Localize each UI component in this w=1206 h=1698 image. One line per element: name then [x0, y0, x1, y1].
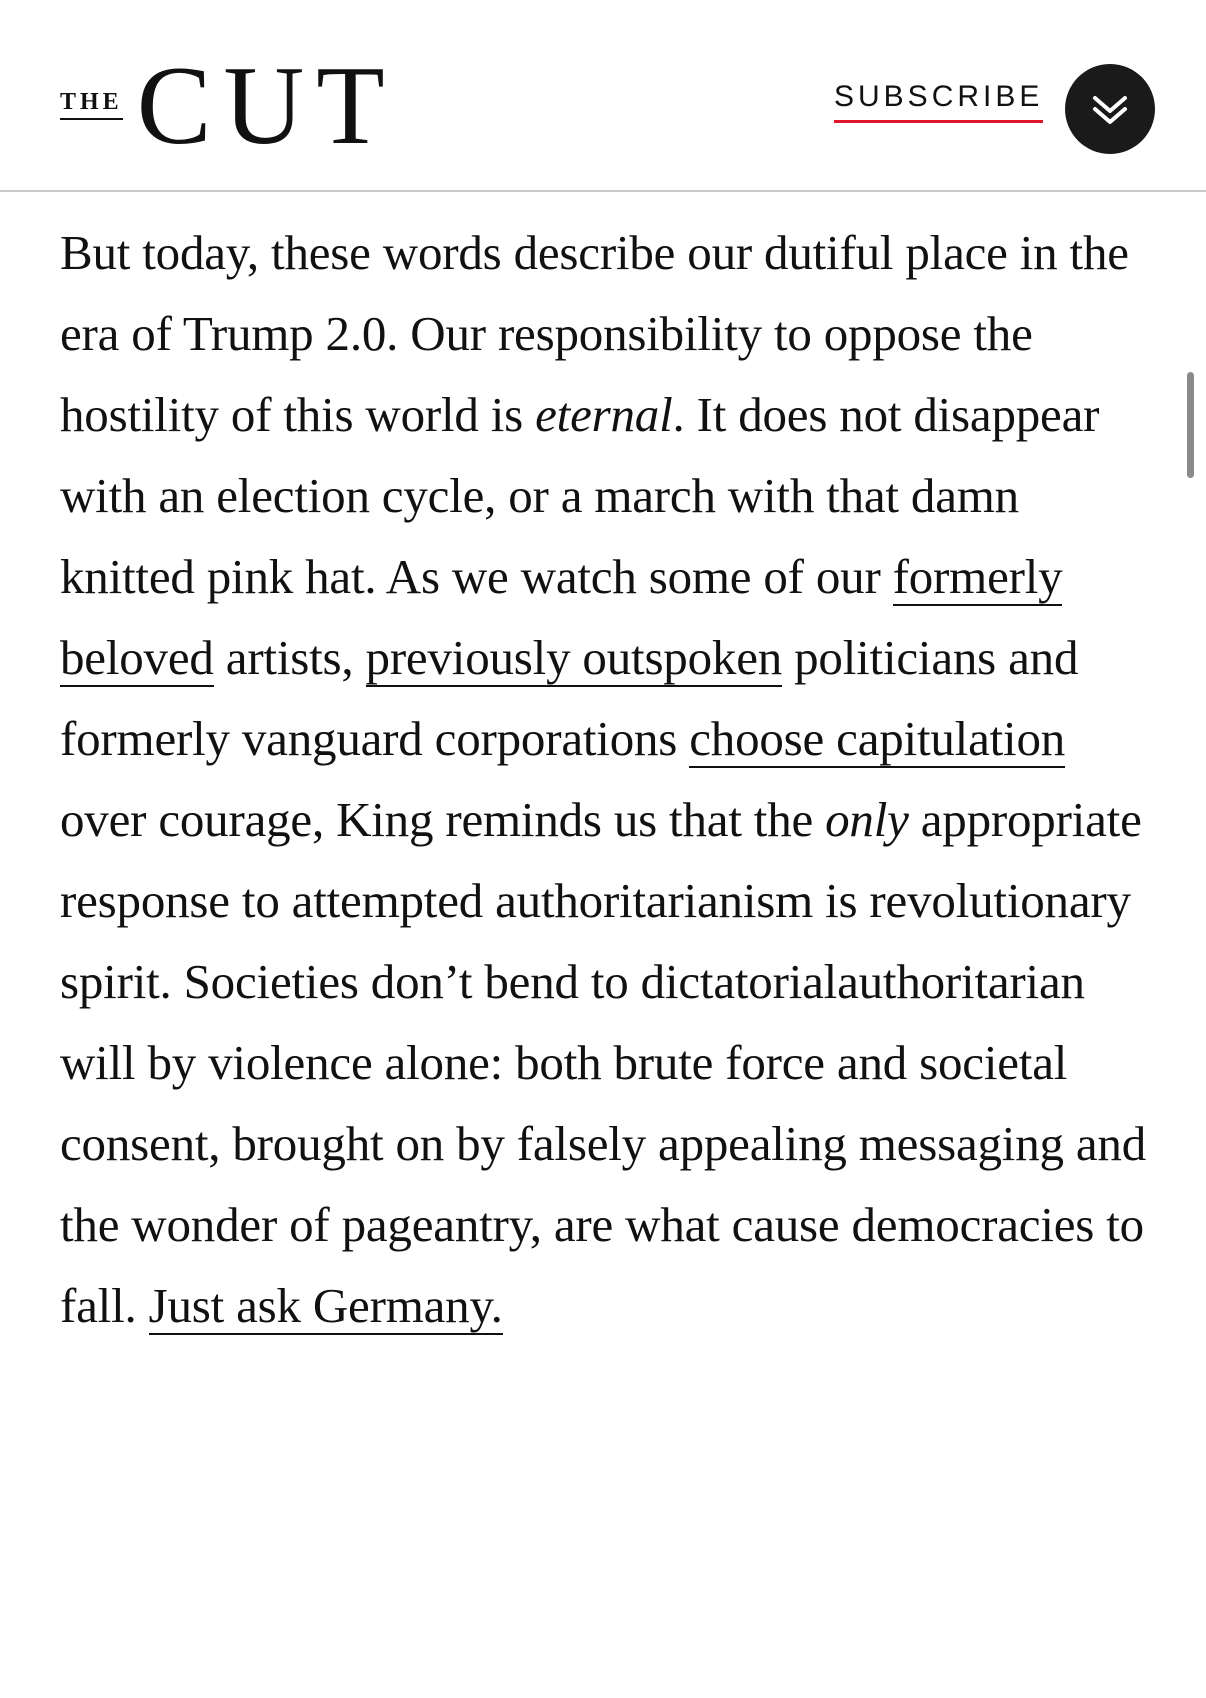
menu-button[interactable]: [1065, 64, 1155, 154]
site-header: [0, 0, 1206, 192]
link-just-ask-germany[interactable]: Just ask Germany.: [148, 1278, 503, 1333]
paragraph-text: appropriate response to attempted authoritarianism is revolutionary spirit. Societies don’t bend to dictatorialauthoritarian will by violence alone: both brute force and societal consent, brought on by falsely appealing messaging and the wonder of pageantry, are what cause democracies to fall.: [60, 792, 1147, 1333]
paragraph-text: . It does not disappear with an election cycle, or a march with that damn knitted pink hat. As we watch some of our: [60, 387, 1100, 604]
scrollbar-thumb[interactable]: [1187, 372, 1194, 478]
article-body: [60, 212, 1150, 1346]
paragraph-text: But today, these words describe our dutiful place in the era of Trump 2.0. Our responsibility to oppose the hostility of this world is: [60, 225, 1129, 442]
emphasis-only: only: [825, 792, 909, 847]
logo-cut-text: CUT: [136, 44, 397, 168]
emphasis-eternal: eternal: [535, 387, 673, 442]
paragraph-text: politicians and formerly vanguard corporations: [60, 630, 1079, 766]
paragraph-text: artists,: [213, 630, 366, 685]
article-paragraph: [60, 212, 1150, 1346]
link-formerly-beloved[interactable]: formerly beloved: [60, 549, 1063, 685]
link-choose-capitulation[interactable]: choose capitulation: [689, 711, 1066, 766]
double-chevron-down-icon: [1085, 84, 1135, 134]
paragraph-text: over courage, King reminds us that the: [60, 792, 826, 847]
link-previously-outspoken[interactable]: previously outspoken: [365, 630, 783, 685]
site-logo[interactable]: [60, 44, 397, 168]
logo-the-text: THE: [60, 90, 123, 120]
subscribe-link[interactable]: SUBSCRIBE: [834, 82, 1043, 123]
